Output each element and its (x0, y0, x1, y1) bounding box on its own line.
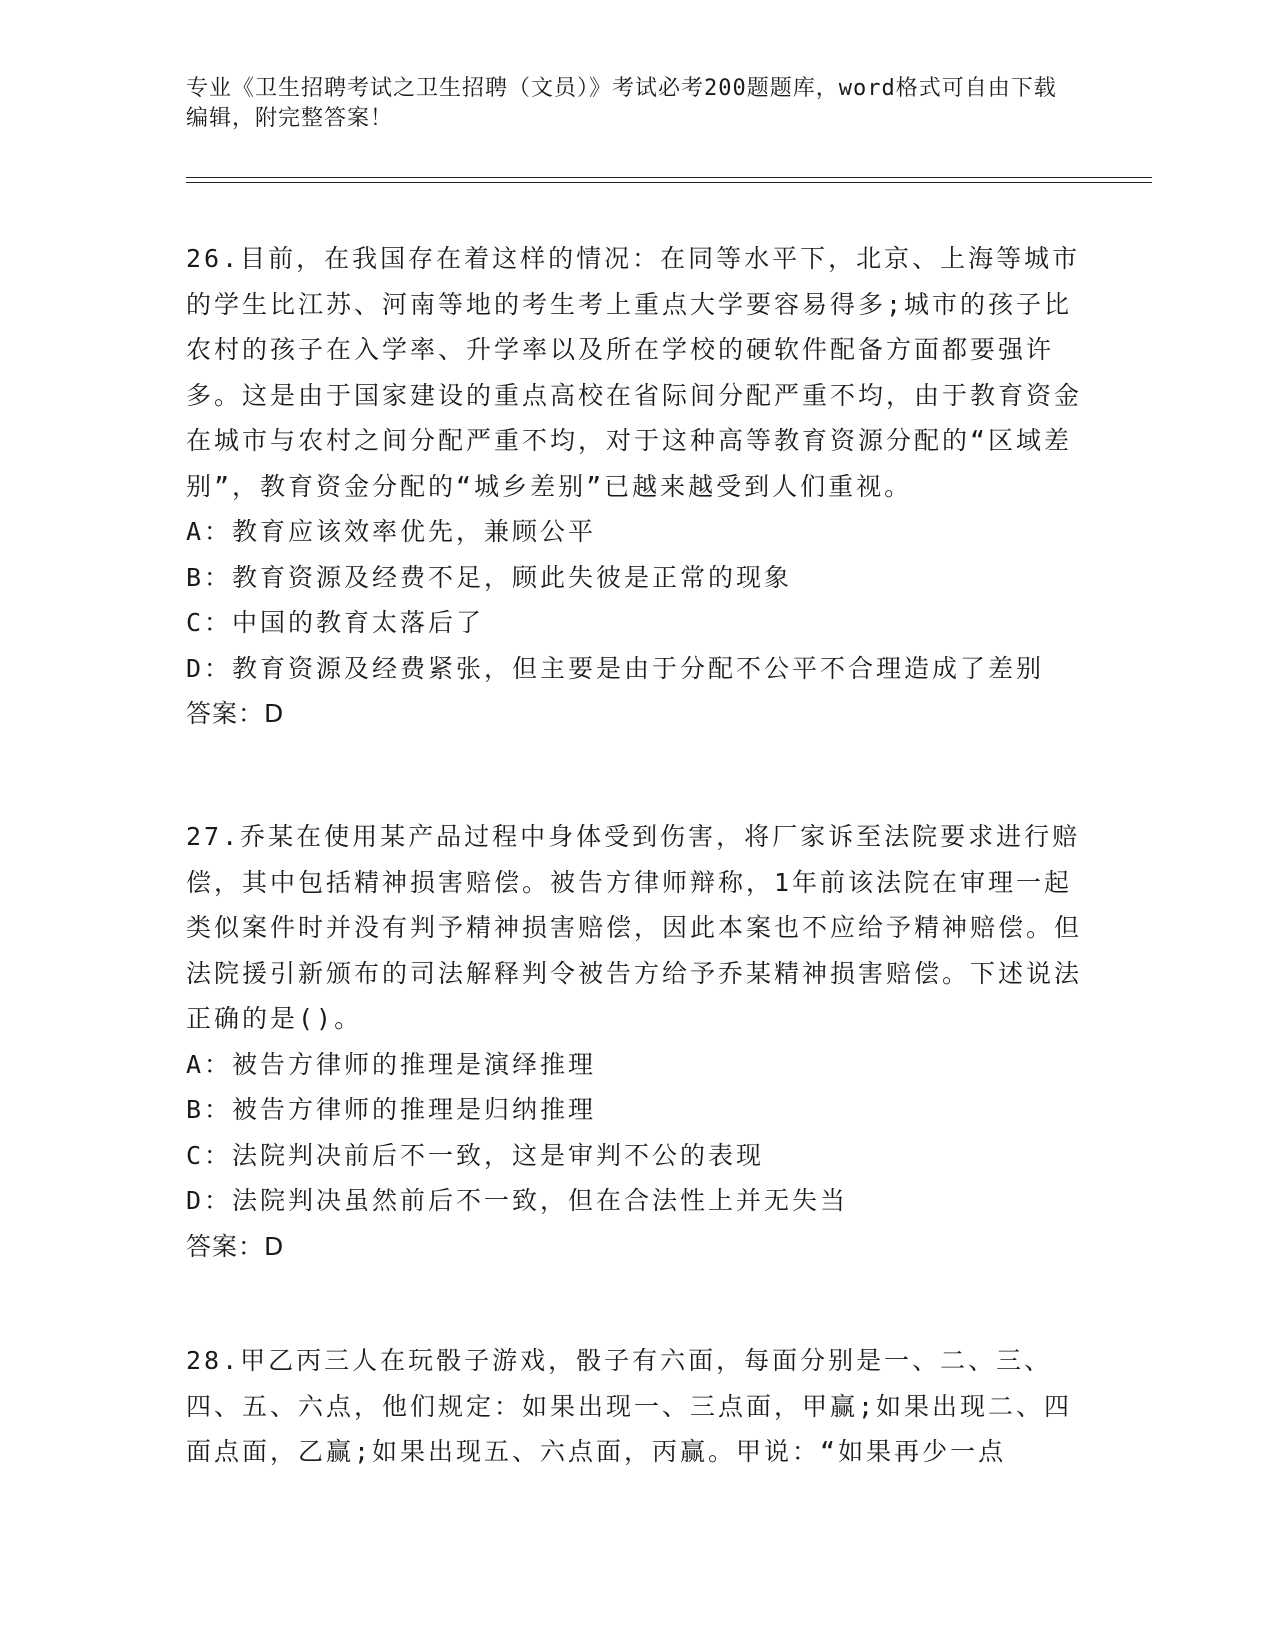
question-text: 26.目前，在我国存在着这样的情况：在同等水平下，北京、上海等城市的学生比江苏、河南等地的考生考上重点大学要容易得多;城市的孩子比农村的孩子在入学率、升学率以及所在学校的硬软件配备方面都要强许多。这是由于国家建设的重点高校在省际间分配严重不均，由于教育资金在城市与农村之间分配严重不均，对于这种高等教育资源分配的“区域差别”，教育资金分配的“城乡差别”已越来越受到人们重视。 (186, 244, 1083, 501)
question-26 (186, 236, 1086, 737)
answer: 答案：D (186, 699, 285, 728)
option-a: A：教育应该效率优先，兼顾公平 (186, 517, 597, 546)
question-28 (186, 1338, 1086, 1475)
option-a: A：被告方律师的推理是演绎推理 (186, 1049, 597, 1079)
question-text: 27.乔某在使用某产品过程中身体受到伤害，将厂家诉至法院要求进行赔偿，其中包括精神损害赔偿。被告方律师辩称，1年前该法院在审理一起类似案件时并没有判予精神损害赔偿，因此本案也不应给予精神赔偿。但法院援引新颁布的司法解释判令被告方给予乔某精神损害赔偿。下述说法正确的是()。 (186, 822, 1083, 1033)
option-b: B：被告方律师的推理是归纳推理 (186, 1095, 597, 1124)
option-d: D：法院判决虽然前后不一致，但在合法性上并无失当 (186, 1186, 849, 1215)
option-d: D：教育资源及经费紧张，但主要是由于分配不公平不合理造成了差别 (186, 653, 1045, 683)
option-b: B：教育资源及经费不足，顾此失彼是正常的现象 (186, 562, 793, 592)
header-divider-bottom (186, 182, 1152, 183)
question-27 (186, 814, 1086, 1270)
option-c: C：法院判决前后不一致，这是审判不公的表现 (186, 1140, 765, 1170)
question-text: 28.甲乙丙三人在玩骰子游戏，骰子有六面，每面分别是一、二、三、四、五、六点，他们规定：如果出现一、三点面，甲赢;如果出现二、四面点面，乙赢;如果出现五、六点面，丙赢。甲说：“如果再少一点 (186, 1346, 1073, 1466)
answer: 答案：D (186, 1231, 285, 1261)
document-header: 专业《卫生招聘考试之卫生招聘（文员）》考试必考200题题库，word格式可自由下载编辑，附完整答案！ (186, 76, 1057, 131)
header-divider-top (186, 177, 1152, 178)
option-c: C：中国的教育太落后了 (186, 608, 485, 637)
